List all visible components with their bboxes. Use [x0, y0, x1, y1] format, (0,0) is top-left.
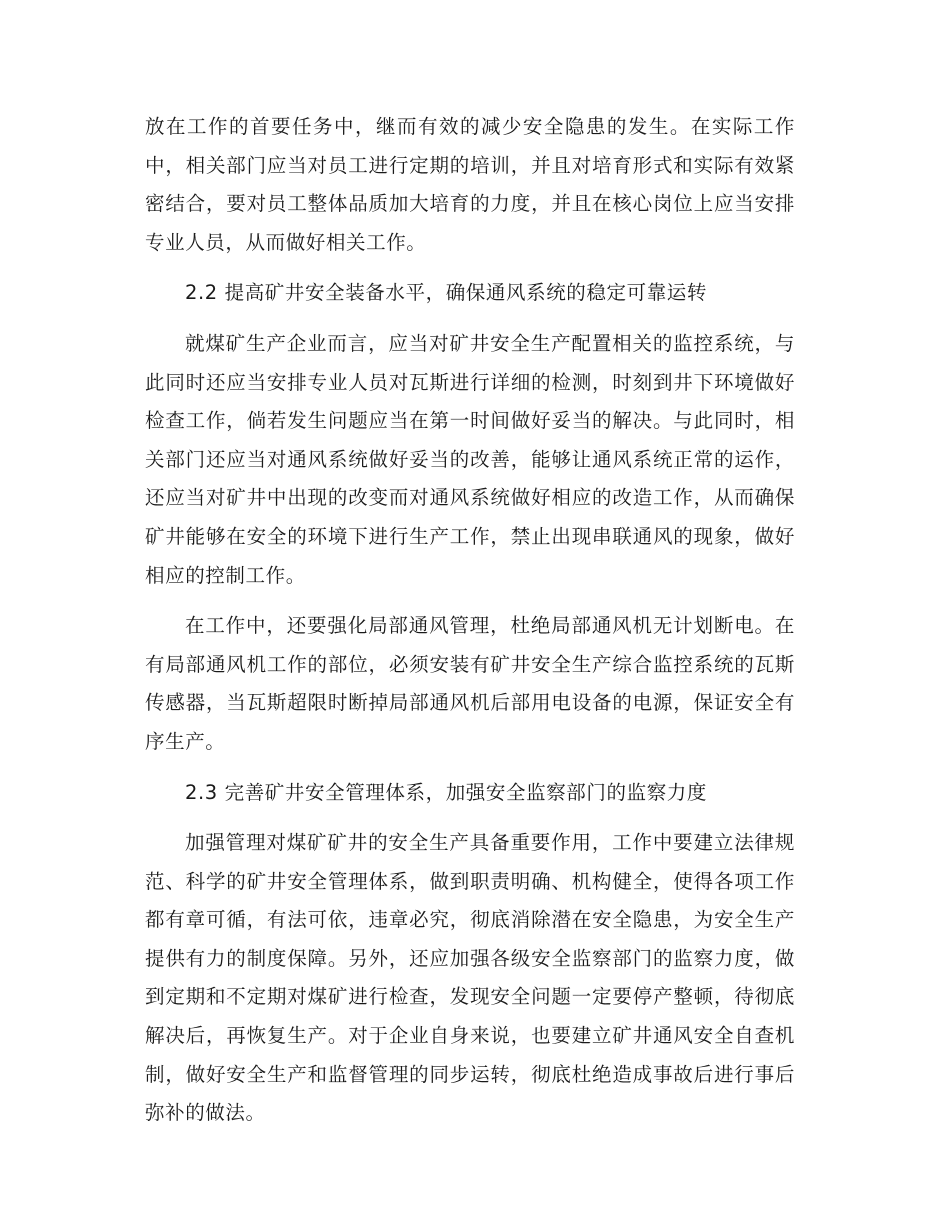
body-paragraph: 就煤矿生产企业而言，应当对矿井安全生产配置相关的监控系统，与此同时还应当安排专业人员对瓦斯进行详细的检测，时刻到井下环境做好检查工作，倘若发生问题应当在第一时间做好妥当的解决。与此同时，相关部门还应当对通风系统做好妥当的改善，能够让通风系统正常的运作，还应当对矿井中出现的改变而对通风系统做好相应的改造工作，从而确保矿井能够在安全的环境下进行生产工作，禁止出现串联通风的现象，做好相应的控制工作。 [145, 331, 795, 587]
body-paragraph: 放在工作的首要任务中，继而有效的减少安全隐患的发生。在实际工作中，相关部门应当对员工进行定期的培训，并且对培育形式和实际有效紧密结合，要对员工整体品质加大培育的力度，并且在核心岗位上应当安排专业人员，从而做好相关工作。 [145, 115, 795, 254]
document-page [145, 108, 795, 1145]
section-heading-2-2: 2.2 提高矿井安全装备水平，确保通风系统的稳定可靠运转 [185, 281, 708, 305]
section-heading-2-3: 2.3 完善矿井安全管理体系，加强安全监察部门的监察力度 [185, 780, 708, 804]
body-paragraph: 在工作中，还要强化局部通风管理，杜绝局部通风机无计划断电。在有局部通风机工作的部位，必须安装有矿井安全生产综合监控系统的瓦斯传感器，当瓦斯超限时断掉局部通风机后部用电设备的电源，保证安全有序生产。 [145, 614, 795, 753]
body-paragraph: 加强管理对煤矿矿井的安全生产具备重要作用，工作中要建立法律规范、科学的矿井安全管理体系，做到职责明确、机构健全，使得各项工作都有章可循，有法可依，违章必究，彻底消除潜在安全隐患，为安全生产提供有力的制度保障。另外，还应加强各级安全监察部门的监察力度，做到定期和不定期对煤矿进行检查，发现安全问题一定要停产整顿，待彻底解决后，再恢复生产。对于企业自身来说，也要建立矿井通风安全自查机制，做好安全生产和监督管理的同步运转，彻底杜绝造成事故后进行事后弥补的做法。 [145, 831, 795, 1125]
